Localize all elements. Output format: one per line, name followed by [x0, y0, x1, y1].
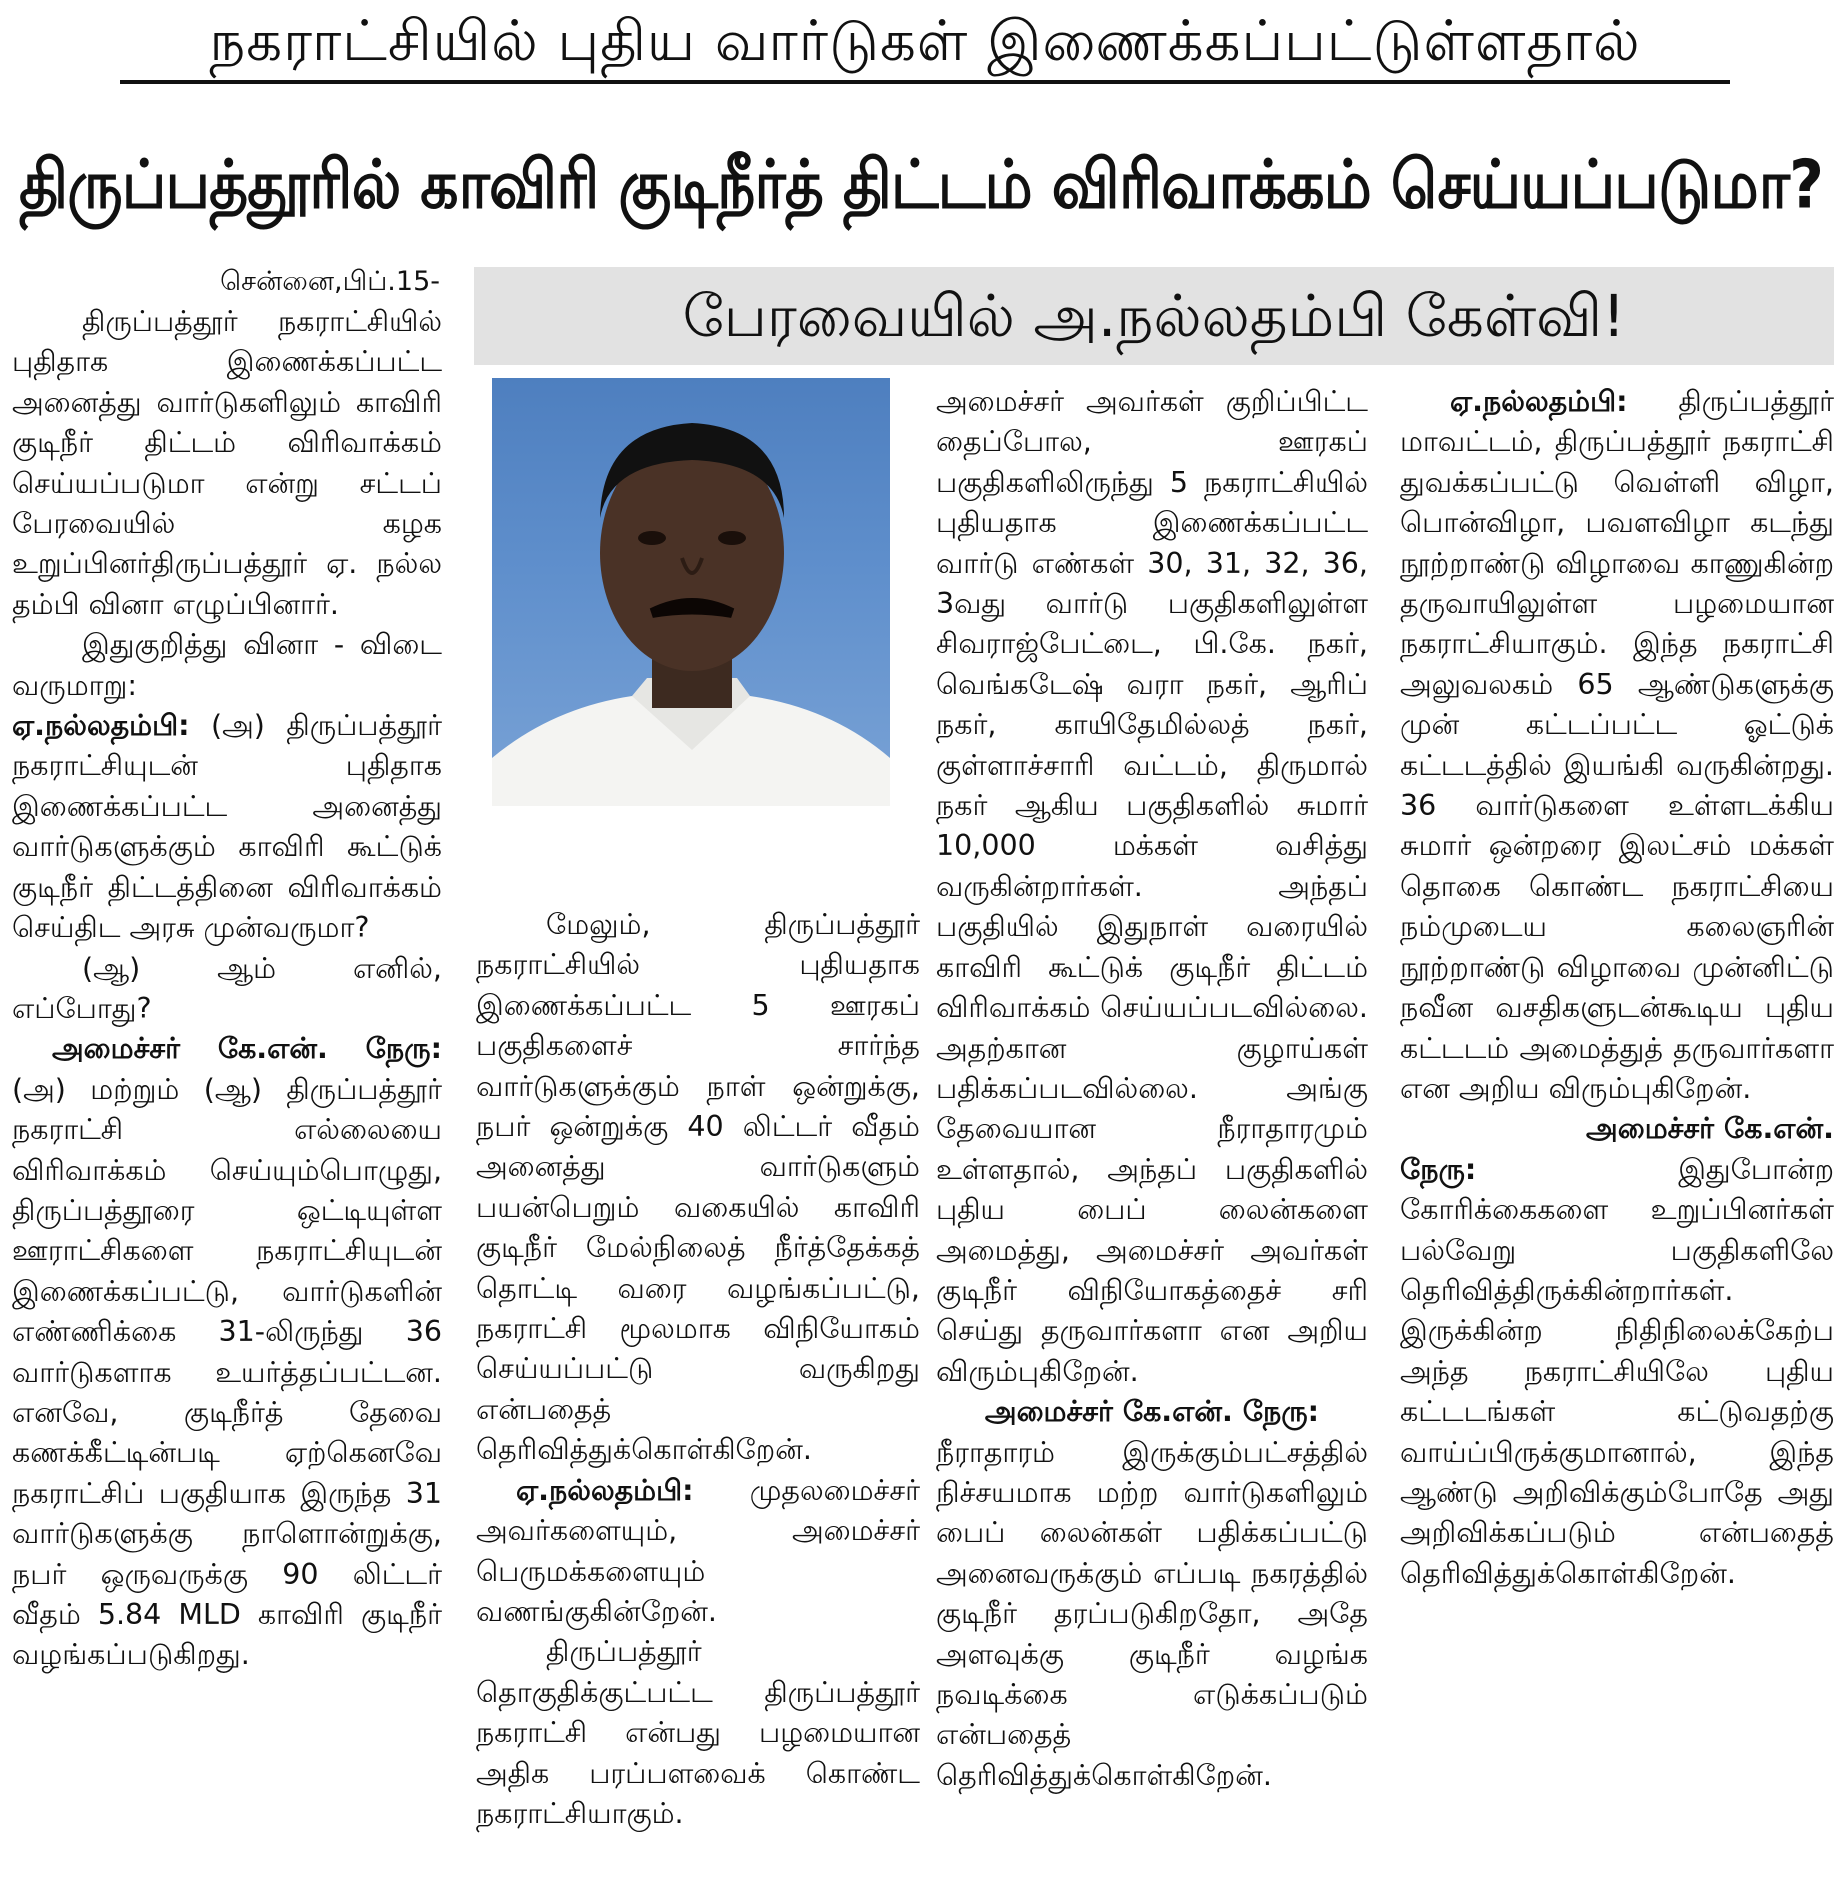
right-eye: [718, 531, 746, 545]
portrait-photo: [492, 378, 890, 806]
speaker-nallathambi: ஏ.நல்லதம்பி:: [12, 709, 190, 743]
col1-paragraph-1: திருப்பத்தூர் நகராட்சியில் புதிதாக இணைக்கப்பட்ட அனைத்து வார்டுகளிலும் காவிரி குடிநீர் திட்டம் விரிவாக்கம் செய்யப்படுமா என்று சட்டப் பேரவையில் கழக உறுப்பினர்திருப்பத்தூர் ஏ. நல்ல தம்பி வினா எழுப்பினார்.: [12, 305, 442, 621]
article-column-4: [1400, 382, 1834, 1594]
portrait-illustration: [492, 378, 890, 806]
col3-paragraph-1: அமைச்சர் அவர்கள் குறிப்பிட்ட தைப்போல, ஊரகப் பகுதிகளிலிருந்து 5 நகராட்சியில் புதியதாக இணைக்கப்பட்ட வார்டு எண்கள் 30, 31, 32, 36, 3வது வார்டு பகுதிகளிலுள்ள சிவராஜ்பேட்டை, பி.கே. நகர், வெங்கடேஷ் வரா நகர், ஆரிப் நகர், காயிதேமில்லத் நகர், குள்ளாச்சாரி வட்டம், திருமால் நகர் ஆகிய பகுதிகளில் சுமார் 10,000 மக்கள் வசித்து வருகின்றார்கள். அந்தப் பகுதியில் இதுநாள் வரையில் காவிரி கூட்டுக் குடிநீர் திட்டம் விரிவாக்கம் செய்யப்படவில்லை. அதற்கான குழாய்கள் பதிக்கப்படவில்லை. அங்கு தேவையான நீராதாரமும் உள்ளதால், அந்தப் பகுதிகளில் புதிய பைப் லைன்களை அமைத்து, அமைச்சர் அவர்கள் குடிநீர் விநியோகத்தைச் சரி செய்து தருவார்களா என அறிய விரும்புகிறேன்.: [936, 385, 1368, 1388]
col4-speaker-line: [1400, 1109, 1834, 1149]
col1-paragraph-2: இதுகுறித்து வினா - விடை வருமாறு:: [12, 628, 442, 702]
speaker-nallathambi: ஏ.நல்லதம்பி:: [516, 1473, 694, 1507]
col1-answer: (அ) மற்றும் (ஆ) திருப்பத்தூர் நகராட்சி எல்லையை விரிவாக்கம் செய்யும்பொழுது, திருப்பத்தூரை ஒட்டியுள்ள ஊராட்சிகளை நகராட்சியுடன் இணைக்கப்பட்டு, வார்டுகளின் எண்ணிக்கை 31-லிருந்து 36 வார்டுகளாக உயர்த்தப்பட்டன. எனவே, குடிநீர்த் தேவை கணக்கீட்டின்படி ஏற்கெனவே நகராட்சிப் பகுதியாக இருந்த 31 வார்டுகளுக்கு நாளொன்றுக்கு, நபர் ஒருவருக்கு 90 லிட்டர் வீதம் 5.84 MLD காவிரி குடிநீர் வழங்கப்படுகிறது.: [12, 1072, 442, 1672]
kicker-headline: நகராட்சியில் புதிய வார்டுகள் இணைக்கப்பட்டுள்ளதால்: [120, 6, 1730, 84]
col4-paragraph-1: [1400, 382, 1834, 1109]
col3-paragraph-2: நீராதாரம் இருக்கும்பட்சத்தில் நிச்சயமாக மற்ற வார்டுகளிலும் பைப் லைன்கள் பதிக்கப்பட்டு அனைவருக்கும் எப்படி நகரத்தில் குடிநீர் தரப்படுகிறதோ, அதே அளவுக்கு குடிநீர் வழங்க நவடிக்கை எடுக்கப்படும் என்பதைத் தெரிவித்துக்கொள்கிறேன்.: [936, 1435, 1368, 1792]
col1-paragraph-3: [12, 706, 442, 948]
speaker-nallathambi: ஏ.நல்லதம்பி:: [1450, 385, 1628, 418]
left-eye: [638, 531, 666, 545]
col4-paragraph-2: [1400, 1150, 1834, 1594]
col1-paragraph-4: (ஆ) ஆம் எனில், எப்போது?: [12, 951, 442, 1025]
main-headline: திருப்பத்தூரில் காவிரி குடிநீர்த் திட்டம் விரிவாக்கம் செய்யப்படுமா?: [19, 146, 1823, 225]
article-column-1: [12, 302, 442, 1676]
speaker-minister: அமைச்சர் கே.என்.: [1586, 1112, 1834, 1146]
dateline: சென்னை,பிப்.15-: [220, 266, 440, 297]
speaker-minister: அமைச்சர் கே.என். நேரு:: [984, 1395, 1320, 1429]
col2-paragraph-1: மேலும், திருப்பத்தூர் நகராட்சியில் புதியதாக இணைக்கப்பட்ட 5 ஊரகப் பகுதிகளைச் சார்ந்த வார்டுகளுக்கும் நாள் ஒன்றுக்கு, நபர் ஒன்றுக்கு 40 லிட்டர் வீதம் அனைத்து வார்டுகளும் பயன்பெறும் வகையில் காவிரி குடிநீர் மேல்நிலைத் நீர்த்தேக்கத் தொட்டி வரை வழங்கப்பட்டு, நகராட்சி மூலமாக விநியோகம் செய்யப்பட்டு வருகிறது என்பதைத் தெரிவித்துக்கொள்கிறேன்.: [476, 908, 920, 1467]
col1-question: (அ) திருப்பத்தூர் நகராட்சியுடன் புதிதாக இணைக்கப்பட்ட அனைத்து வார்டுகளுக்கும் காவிரி கூட்டுக் குடிநீர் திட்டத்தினை விரிவாக்கம் செய்திட அரசு முன்வருமா?: [12, 709, 443, 945]
col2-paragraph-3: திருப்பத்தூர் தொகுதிக்குட்பட்ட திருப்பத்தூர் நகராட்சி என்பது பழமையான அதிக பரப்பளவைக் கொண்ட நகராட்சியாகும்.: [476, 1635, 920, 1830]
col3-speaker-line: [936, 1392, 1368, 1432]
article-column-3: [936, 382, 1368, 1796]
mustache: [652, 603, 732, 613]
speaker-minister-cont: நேரு:: [1400, 1152, 1477, 1186]
col4-answer: இதுபோன்ற கோரிக்கைகளை உறுப்பினர்கள் பல்வேறு பகுதிகளிலே தெரிவித்திருக்கின்றார்கள். இருக்கின்ற நிதிநிலைக்கேற்ப அந்த நகராட்சியிலே புதிய கட்டடங்கள் கட்டுவதற்கு வாய்ப்பிருக்குமானால், இந்த ஆண்டு அறிவிக்கும்போதே அது அறிவிக்கப்படும் என்பதைத் தெரிவித்துக்கொள்கிறேன்.: [1400, 1152, 1834, 1590]
col2-paragraph-2: [476, 1471, 920, 1633]
speaker-minister: அமைச்சர் கே.என். நேரு:: [52, 1032, 442, 1066]
col4-question: திருப்பத்தூர் மாவட்டம், திருப்பத்தூர் நகராட்சி துவக்கப்பட்டு வெள்ளி விழா, பொன்விழா, பவளவிழா கடந்து நூற்றாண்டு விழாவை காணுகின்ற தருவாயிலுள்ள பழமையான நகராட்சியாகும். இந்த நகராட்சி அலுவலகம் 65 ஆண்டுகளுக்கு முன் கட்டப்பட்ட ஓட்டுக் கட்டடத்தில் இயங்கி வருகின்றது. 36 வார்டுகளை உள்ளடக்கிய சுமார் ஒன்றரை இலட்சம் மக்கள் தொகை கொண்ட நகராட்சியை நம்முடைய கலைஞரின் நூற்றாண்டு விழாவை முன்னிட்டு நவீன வசதிகளுடன்கூடிய புதிய கட்டடம் அமைத்துத் தருவார்களா என அறிய விரும்புகிறேன்.: [1400, 385, 1834, 1105]
col2-text: முதலமைச்சர் அவர்களையும், அமைச்சர் பெருமக்களையும் வணங்குகின்றேன்.: [476, 1473, 920, 1628]
article-column-2: [476, 905, 920, 1834]
col1-paragraph-5: [12, 1029, 442, 1676]
subheadline: பேரவையில் அ.நல்லதம்பி கேள்வி!: [474, 267, 1834, 365]
